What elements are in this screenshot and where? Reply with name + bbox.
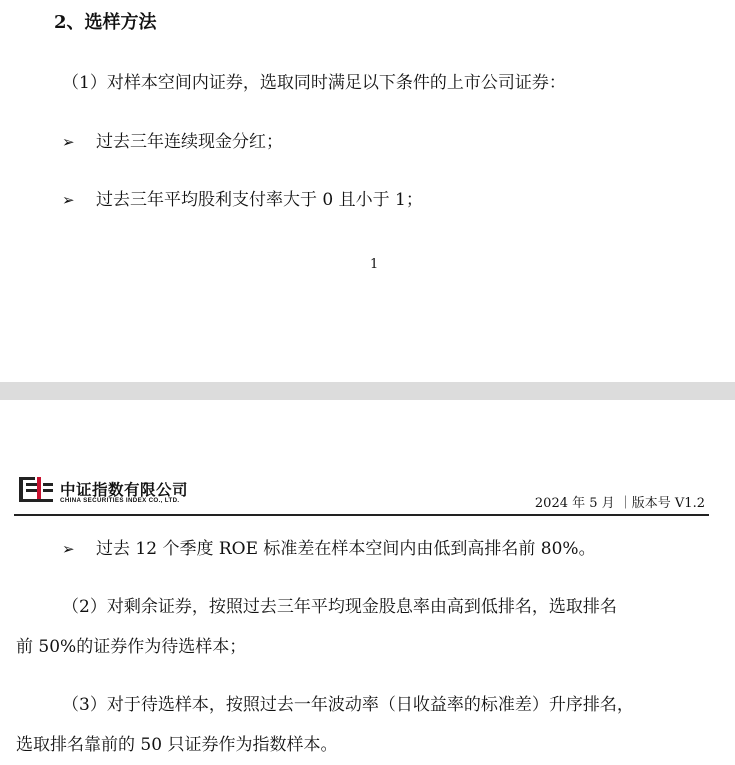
page-separator <box>0 382 735 400</box>
brand-name-en: CHINA SECURITIES INDEX CO., LTD. <box>60 497 180 504</box>
page-number: 1 <box>370 257 379 272</box>
brand-name-cn: 中证指数有限公司 <box>60 481 189 499</box>
bullet-item: 过去三年连续现金分红； <box>96 132 283 152</box>
version-info: 2024 年 5 月 ｜版本号 V1.2 <box>534 496 705 511</box>
paragraph-1: （1）对样本空间内证券，选取同时满足以下条件的上市公司证券： <box>62 73 566 93</box>
bullet-arrow-icon: ➢ <box>62 133 75 151</box>
header-rule <box>14 514 709 516</box>
bullet-arrow-icon: ➢ <box>62 191 75 209</box>
paragraph-3-line-2: 选取排名靠前的 50 只证券作为指数样本。 <box>16 735 338 755</box>
paragraph-2-line-1: （2）对剩余证券，按照过去三年平均现金股息率由高到低排名，选取排名 <box>62 597 617 617</box>
paragraph-2-line-2: 前 50%的证券作为待选样本； <box>16 637 247 657</box>
document-page-2 <box>0 400 735 765</box>
bullet-item: 过去 12 个季度 ROE 标准差在样本空间内由低到高排名前 80%。 <box>96 539 596 559</box>
csi-logo-icon <box>18 474 54 504</box>
document-page-1 <box>0 0 735 382</box>
bullet-arrow-icon: ➢ <box>62 540 75 558</box>
paragraph-3-line-1: （3）对于待选样本，按照过去一年波动率（日收益率的标准差）升序排名， <box>62 695 634 715</box>
section-heading: 2、选样方法 <box>54 12 157 33</box>
bullet-item: 过去三年平均股利支付率大于 0 且小于 1； <box>96 190 423 210</box>
